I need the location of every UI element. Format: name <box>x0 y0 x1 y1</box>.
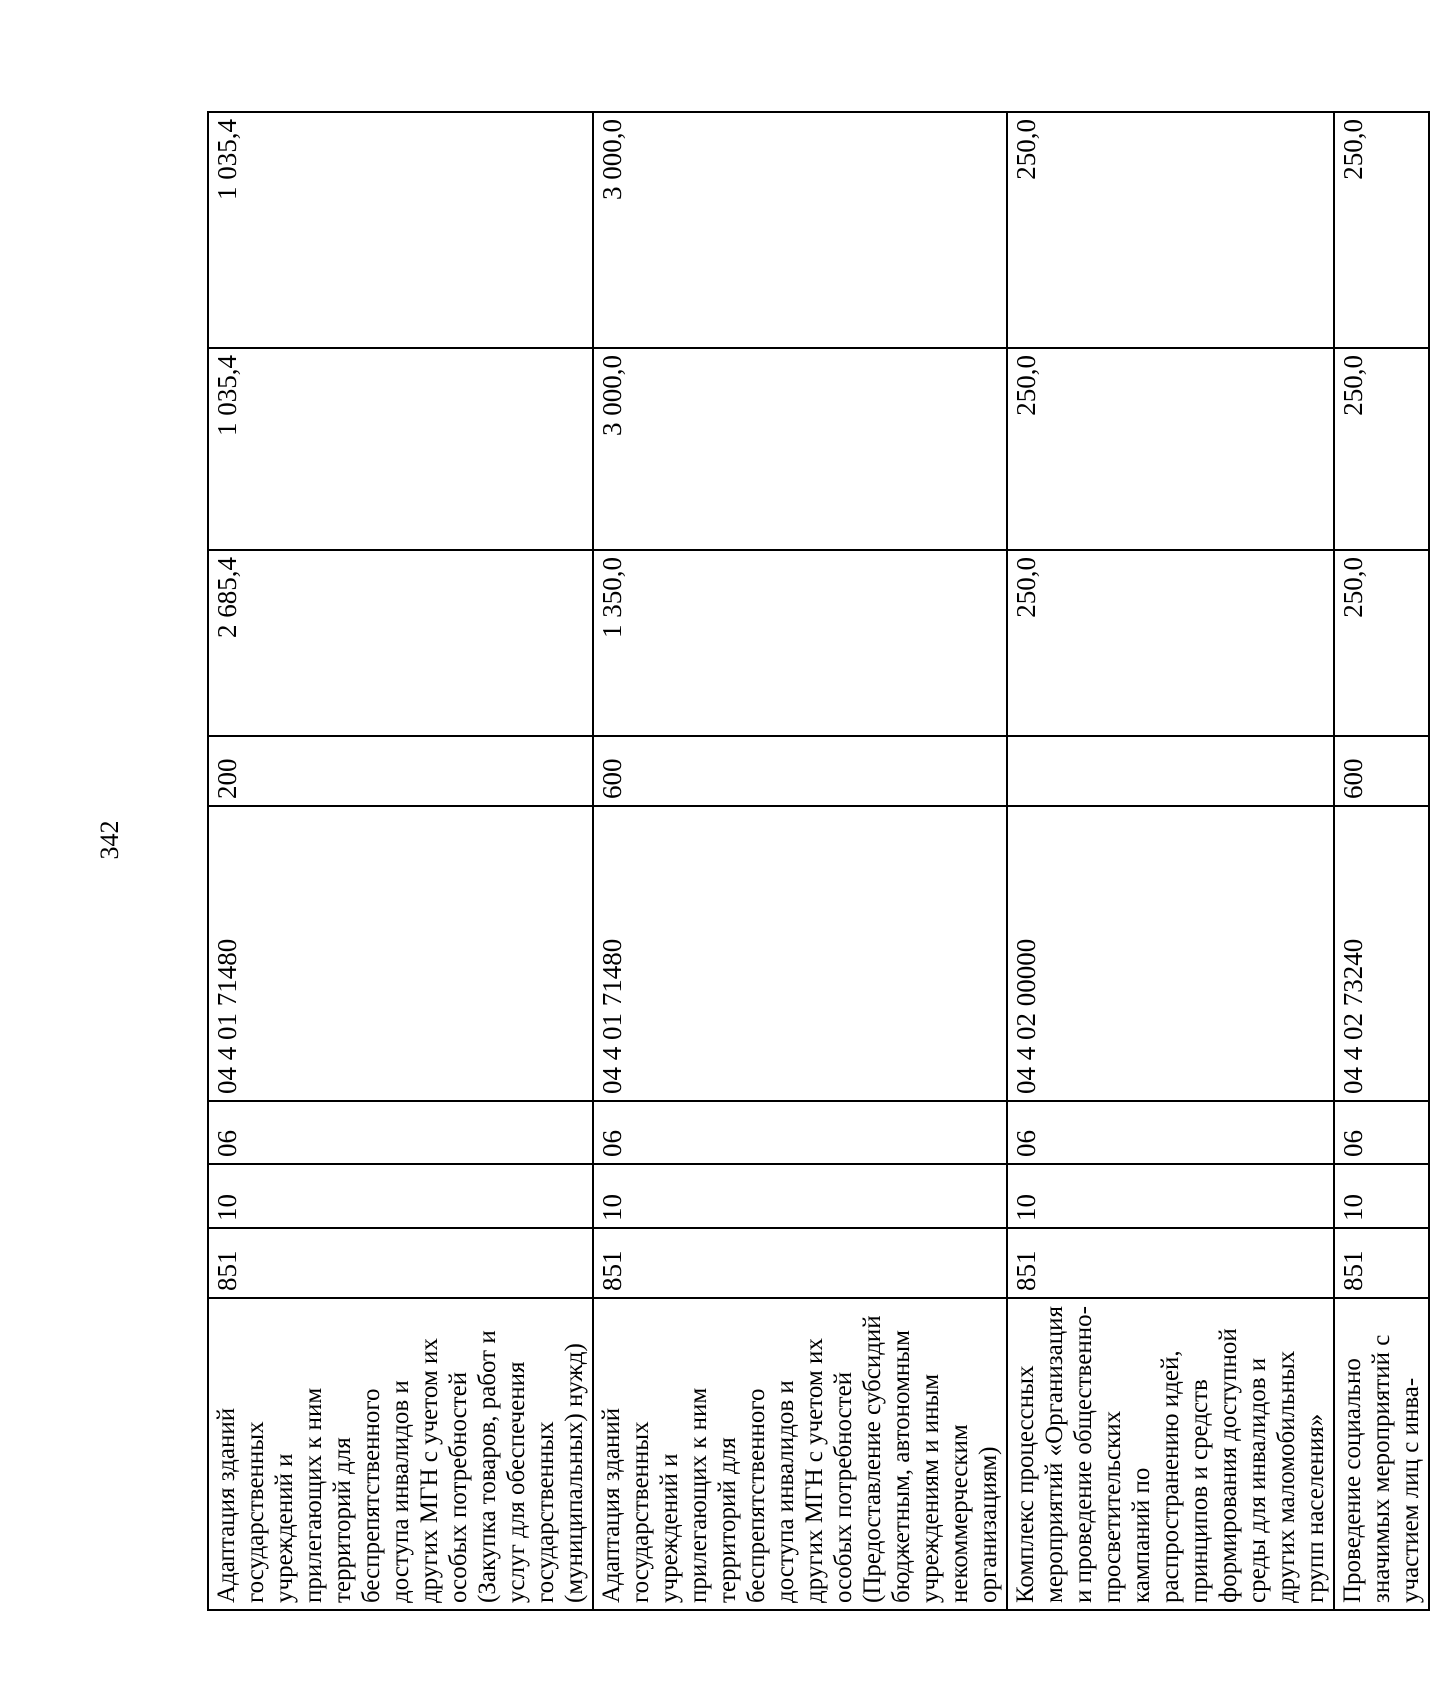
cell-amount-2: 3 000,0 <box>593 348 1007 550</box>
cell-amount-2: 250,0 <box>1007 348 1334 550</box>
cell-ministry: 851 <box>1007 1228 1334 1298</box>
cell-amount-1: 2 685,4 <box>208 550 593 736</box>
cell-subsection: 06 <box>593 1101 1007 1164</box>
table-row <box>208 112 593 1610</box>
budget-table-rotated <box>207 113 1424 1611</box>
cell-section: 10 <box>1334 1164 1429 1228</box>
cell-amount-1: 250,0 <box>1334 550 1429 736</box>
cell-section: 10 <box>208 1164 593 1228</box>
cell-name: Комплекс процессных мероприятий «Организация и проведение общественно-просветительских кампаний по распространению идей, принципов и средств формирования доступной среды для инвалидов и других маломобильных групп населения» <box>1007 1298 1334 1610</box>
cell-expense-type: 600 <box>1334 736 1429 806</box>
cell-section: 10 <box>1007 1164 1334 1228</box>
cell-amount-2: 250,0 <box>1334 348 1429 550</box>
cell-subsection: 06 <box>1334 1101 1429 1164</box>
cell-amount-3: 3 000,0 <box>593 112 1007 348</box>
table-row <box>1334 112 1429 1610</box>
table-row <box>1007 112 1334 1610</box>
cell-amount-2: 1 035,4 <box>208 348 593 550</box>
cell-amount-1: 1 350,0 <box>593 550 1007 736</box>
cell-amount-3: 250,0 <box>1334 112 1429 348</box>
cell-ministry: 851 <box>593 1228 1007 1298</box>
cell-target-article: 04 4 01 71480 <box>208 806 593 1101</box>
cell-amount-1: 250,0 <box>1007 550 1334 736</box>
cell-target-article: 04 4 01 71480 <box>593 806 1007 1101</box>
cell-expense-type <box>1007 736 1334 806</box>
cell-subsection: 06 <box>208 1101 593 1164</box>
cell-amount-3: 1 035,4 <box>208 112 593 348</box>
budget-table <box>207 111 1430 1611</box>
page-number: 342 <box>95 820 124 860</box>
cell-target-article: 04 4 02 73240 <box>1334 806 1429 1101</box>
cell-expense-type: 600 <box>593 736 1007 806</box>
cell-amount-3: 250,0 <box>1007 112 1334 348</box>
cell-target-article: 04 4 02 00000 <box>1007 806 1334 1101</box>
cell-ministry: 851 <box>1334 1228 1429 1298</box>
cell-ministry: 851 <box>208 1228 593 1298</box>
table-row <box>593 112 1007 1610</box>
cell-name: Адаптация зданий государственных учреждений и прилегающих к ним территорий для беспрепятственного доступа инвалидов и других МГН с учетом их особых потребностей (Предоставление субсидий бюджетным, автономным учреждениям и иным некоммерческим организациям) <box>593 1298 1007 1610</box>
cell-name: Проведение социально значимых мероприятий с участием лиц с инва- <box>1334 1298 1429 1610</box>
cell-section: 10 <box>593 1164 1007 1228</box>
cell-expense-type: 200 <box>208 736 593 806</box>
cell-name: Адаптация зданий государственных учреждений и прилегающих к ним территорий для беспрепятственного доступа инвалидов и других МГН с учетом их особых потребностей (Закупка товаров, работ и услуг для обеспечения государственных (муниципальных) нужд) <box>208 1298 593 1610</box>
cell-subsection: 06 <box>1007 1101 1334 1164</box>
